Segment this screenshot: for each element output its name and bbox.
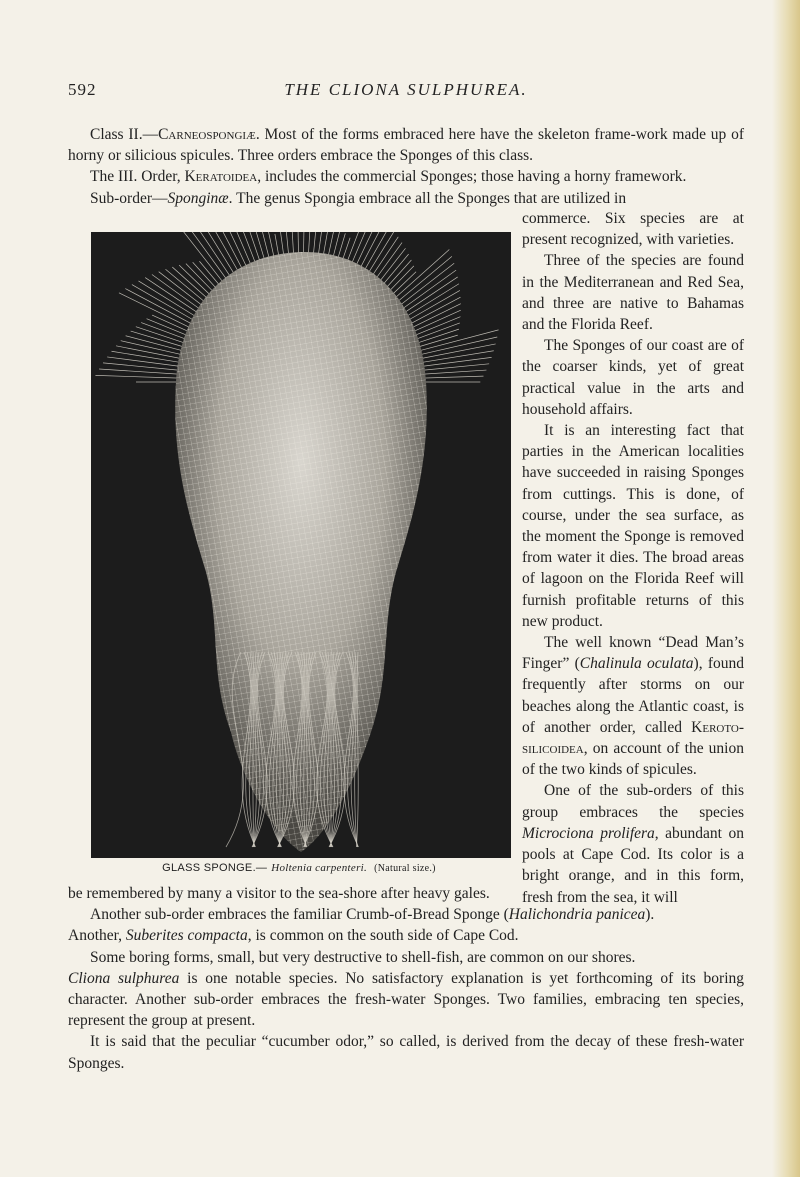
spicule (141, 323, 189, 341)
paragraph-sub-order: Sub-order—Sponginæ. The genus Spongia embrace all the Sponges that are utilized in (90, 189, 627, 207)
page-header (68, 80, 744, 110)
order-name: Keratoidea (184, 168, 258, 186)
paragraph-boring-forms: Some boring forms, small, but very destructive to shell-fish, are common on our shores. (90, 948, 636, 966)
paragraph-coast-sponges: The Sponges of our coast are of the coarser kinds, yet of great practical value in the arts and household affairs. (522, 337, 744, 418)
paragraph-class-ii: Class II.—Carneospongiæ. Most of the forms embraced here have the skeleton frame-work made up of horny or silicious spicules. Three orders embrace the Sponges of this class. (68, 126, 744, 165)
spicule (95, 375, 180, 378)
page-edge-shading (772, 0, 800, 1177)
paragraph-suberites: Another, Suberites compacta, is common on the south side of Cape Cod. (68, 927, 519, 945)
spicule (152, 315, 192, 333)
paragraph-cliona: Cliona sulphurea is one notable species. No satisfactory explanation is yet forthcoming of its boring character. Another sub-order embraces the fresh-water Sponges. Two families, embracing ten species, represent the group at present. (68, 969, 744, 1030)
spicule (409, 310, 460, 333)
species-microciona: Microciona prolifera (522, 824, 655, 842)
top-text-block (68, 124, 744, 209)
species-chalinula: Chalinula oculata (579, 655, 694, 673)
spicule (422, 370, 487, 374)
spicule (119, 293, 195, 330)
paragraph-species-location: Three of the species are found in the Mediterranean and Red Sea, and three are native to Bahamas and the Florida Reef. (522, 252, 744, 334)
caption-species: Holtenia carpenteri. (271, 862, 368, 874)
paragraph-commerce: commerce. Six species are at present recognized, with varieties. (522, 210, 744, 249)
paragraph-cucumber-odor: It is said that the peculiar “cucumber odor,” so called, is derived from the decay of these fresh-water Sponges. (68, 1033, 744, 1072)
caption-label: GLASS SPONGE.— (162, 862, 268, 874)
spicule (147, 319, 191, 337)
spicule (125, 289, 196, 327)
spicule (422, 376, 484, 378)
right-column-text (522, 208, 744, 908)
spicule (421, 357, 492, 366)
bottom-text-block (68, 883, 744, 1074)
paragraph-order-iii: The III. Order, Keratoidea, includes the commercial Sponges; those having a horny framework. (90, 168, 687, 186)
figure-caption (91, 862, 511, 874)
running-title: THE CLIONA SULPHUREA. (284, 80, 528, 99)
paragraph-cuttings: It is an interesting fact that parties in the American localities have succeeded in raising Sponges from cuttings. This is done, of course, under the sea surface, as the moment the Sponge is removed from water it dies. The broad areas of lagoon on the Florida Reef will furnish profitable returns of this new product. (522, 422, 744, 630)
paragraph-halichondria: Another sub-order embraces the familiar Crumb-of-Bread Sponge (Halichondria panicea). (90, 906, 655, 924)
spicule (107, 357, 181, 367)
paragraph-continuation: be remembered by many a visitor to the sea-shore after heavy gales. (68, 885, 490, 902)
glass-sponge-illustration (91, 232, 511, 858)
spicule (99, 369, 180, 374)
order-keroto: Keroto-silicoidea (522, 718, 744, 758)
spicule (136, 327, 188, 344)
spicule (396, 270, 456, 314)
glass-sponge-plate (91, 232, 511, 858)
spicule (417, 330, 498, 351)
species-halichondria: Halichondria panicea (508, 906, 646, 924)
paragraph-microciona: One of the sub-orders of this group embraces the species Microciona prolifera, abundant on pools at Cape Cod. Its color is a bright orange, and in this form, fresh from the sea, it will (522, 782, 744, 906)
spicule (103, 363, 181, 371)
page-number: 592 (68, 80, 97, 99)
species-suberites: Suberites compacta (125, 927, 248, 945)
suborder-name: Sponginæ (167, 189, 229, 207)
paragraph-dead-mans-finger: The well known “Dead Man’s Finger” (Chalinula oculata), found frequently after storms on our beaches along the Atlantic coast, is of another order, called Keroto-silicoidea, on account of the union of the two kinds of spicules. (522, 634, 745, 779)
root-strand (280, 652, 281, 847)
caption-size-note: (Natural size.) (374, 863, 436, 874)
spicule (413, 323, 460, 340)
class-name: Carneospongiæ (158, 126, 256, 143)
species-cliona: Cliona sulphurea (68, 969, 180, 987)
